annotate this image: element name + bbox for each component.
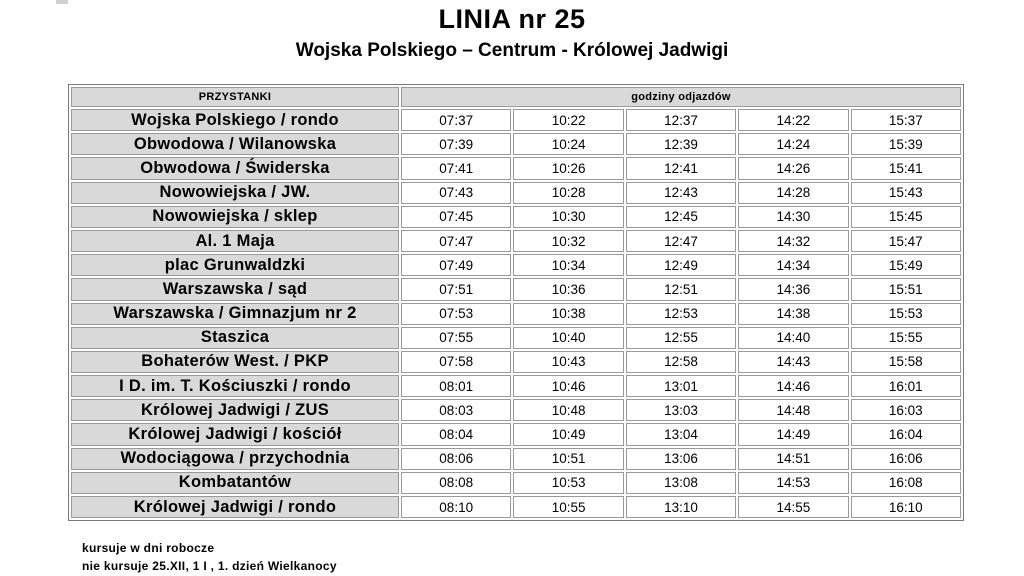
departure-time-cell: 14:24 — [738, 133, 848, 155]
departure-time-cell: 15:58 — [851, 351, 961, 373]
departure-time-cell: 13:08 — [626, 472, 736, 494]
departure-time-cell: 10:36 — [513, 278, 623, 300]
departure-time-cell: 14:32 — [738, 230, 848, 252]
departure-time-cell: 10:34 — [513, 254, 623, 276]
departure-time-cell: 13:04 — [626, 423, 736, 445]
departure-time-cell: 14:40 — [738, 327, 848, 349]
departure-time-cell: 12:43 — [626, 182, 736, 204]
departure-time-cell: 15:43 — [851, 182, 961, 204]
departure-time-cell: 15:51 — [851, 278, 961, 300]
stop-name-cell: Obwodowa / Świderska — [71, 157, 399, 179]
table-row — [71, 182, 961, 204]
departure-time-cell: 07:49 — [401, 254, 511, 276]
table-row — [71, 448, 961, 470]
departure-time-cell: 12:49 — [626, 254, 736, 276]
table-row — [71, 230, 961, 252]
table-row — [71, 278, 961, 300]
departure-time-cell: 07:41 — [401, 157, 511, 179]
departure-time-cell: 12:45 — [626, 206, 736, 228]
departures-column-header: godziny odjazdów — [401, 87, 961, 107]
departure-time-cell: 15:53 — [851, 303, 961, 325]
departure-time-cell: 10:22 — [513, 109, 623, 131]
route-subtitle: Wojska Polskiego – Centrum - Królowej Jadwigi — [295, 40, 729, 61]
departure-time-cell: 15:41 — [851, 157, 961, 179]
table-row — [71, 254, 961, 276]
footer-notes — [82, 539, 337, 575]
departure-time-cell: 07:45 — [401, 206, 511, 228]
stop-name-cell: Kombatantów — [71, 472, 399, 494]
departure-time-cell: 07:37 — [401, 109, 511, 131]
departure-time-cell: 10:48 — [513, 399, 623, 421]
departure-time-cell: 14:46 — [738, 375, 848, 397]
departure-time-cell: 16:10 — [851, 496, 961, 518]
stop-name-cell: Królowej Jadwigi / rondo — [71, 496, 399, 518]
departure-time-cell: 15:39 — [851, 133, 961, 155]
departure-time-cell: 15:49 — [851, 254, 961, 276]
departure-time-cell: 08:01 — [401, 375, 511, 397]
departure-time-cell: 16:08 — [851, 472, 961, 494]
departure-time-cell: 13:10 — [626, 496, 736, 518]
table-row — [71, 472, 961, 494]
departure-time-cell: 12:53 — [626, 303, 736, 325]
no-service-note: nie kursuje 25.XII, 1 I , 1. dzień Wielkanocy — [82, 559, 337, 573]
departure-time-cell: 10:24 — [513, 133, 623, 155]
table-row — [71, 423, 961, 445]
departure-time-cell: 12:47 — [626, 230, 736, 252]
departure-time-cell: 14:48 — [738, 399, 848, 421]
table-row — [71, 496, 961, 518]
departure-time-cell: 12:39 — [626, 133, 736, 155]
table-row — [71, 375, 961, 397]
departure-time-cell: 07:39 — [401, 133, 511, 155]
departure-time-cell: 08:08 — [401, 472, 511, 494]
departure-time-cell: 14:53 — [738, 472, 848, 494]
table-row — [71, 206, 961, 228]
departure-time-cell: 14:28 — [738, 182, 848, 204]
table-row — [71, 133, 961, 155]
departure-time-cell: 14:51 — [738, 448, 848, 470]
service-days-note: kursuje w dni robocze — [82, 541, 215, 555]
stop-name-cell: plac Grunwaldzki — [71, 254, 399, 276]
departure-time-cell: 10:32 — [513, 230, 623, 252]
stop-name-cell: Warszawska / Gimnazjum nr 2 — [71, 303, 399, 325]
departure-time-cell: 07:43 — [401, 182, 511, 204]
departure-time-cell: 15:45 — [851, 206, 961, 228]
departure-time-cell: 07:58 — [401, 351, 511, 373]
departure-time-cell: 14:34 — [738, 254, 848, 276]
departure-time-cell: 08:06 — [401, 448, 511, 470]
table-row — [71, 327, 961, 349]
departure-time-cell: 10:51 — [513, 448, 623, 470]
stop-name-cell: Nowowiejska / JW. — [71, 182, 399, 204]
departure-time-cell: 07:51 — [401, 278, 511, 300]
timetable-body — [71, 109, 961, 518]
stop-name-cell: Staszica — [71, 327, 399, 349]
departure-time-cell: 14:36 — [738, 278, 848, 300]
departure-time-cell: 14:26 — [738, 157, 848, 179]
table-row — [71, 351, 961, 373]
table-header-row — [71, 87, 961, 107]
departure-time-cell: 14:22 — [738, 109, 848, 131]
stop-name-cell: Nowowiejska / sklep — [71, 206, 399, 228]
stop-name-cell: Al. 1 Maja — [71, 230, 399, 252]
stop-name-cell: I D. im. T. Kościuszki / rondo — [71, 375, 399, 397]
departure-time-cell: 13:01 — [626, 375, 736, 397]
page-title: LINIA nr 25 — [438, 4, 586, 34]
departure-time-cell: 16:03 — [851, 399, 961, 421]
departure-time-cell: 10:53 — [513, 472, 623, 494]
stops-column-header: PRZYSTANKI — [71, 87, 399, 107]
departure-time-cell: 12:58 — [626, 351, 736, 373]
stop-name-cell: Bohaterów West. / PKP — [71, 351, 399, 373]
departure-time-cell: 14:55 — [738, 496, 848, 518]
departure-time-cell: 07:47 — [401, 230, 511, 252]
departure-time-cell: 10:49 — [513, 423, 623, 445]
departure-time-cell: 10:46 — [513, 375, 623, 397]
stop-name-cell: Obwodowa / Wilanowska — [71, 133, 399, 155]
departure-time-cell: 10:43 — [513, 351, 623, 373]
table-row — [71, 303, 961, 325]
departure-time-cell: 12:41 — [626, 157, 736, 179]
departure-time-cell: 15:55 — [851, 327, 961, 349]
departure-time-cell: 07:53 — [401, 303, 511, 325]
departure-time-cell: 15:37 — [851, 109, 961, 131]
departure-time-cell: 14:30 — [738, 206, 848, 228]
departure-time-cell: 10:28 — [513, 182, 623, 204]
departure-time-cell: 12:55 — [626, 327, 736, 349]
departure-time-cell: 07:55 — [401, 327, 511, 349]
table-row — [71, 399, 961, 421]
stop-name-cell: Królowej Jadwigi / ZUS — [71, 399, 399, 421]
departure-time-cell: 15:47 — [851, 230, 961, 252]
stop-name-cell: Wojska Polskiego / rondo — [71, 109, 399, 131]
departure-time-cell: 14:49 — [738, 423, 848, 445]
timetable — [68, 84, 964, 521]
departure-time-cell: 10:55 — [513, 496, 623, 518]
departure-time-cell: 08:04 — [401, 423, 511, 445]
departure-time-cell: 10:38 — [513, 303, 623, 325]
departure-time-cell: 08:03 — [401, 399, 511, 421]
departure-time-cell: 08:10 — [401, 496, 511, 518]
departure-time-cell: 13:03 — [626, 399, 736, 421]
stop-name-cell: Wodociągowa / przychodnia — [71, 448, 399, 470]
departure-time-cell: 16:06 — [851, 448, 961, 470]
departure-time-cell: 10:26 — [513, 157, 623, 179]
table-row — [71, 109, 961, 131]
departure-time-cell: 10:40 — [513, 327, 623, 349]
stop-name-cell: Królowej Jadwigi / kościół — [71, 423, 399, 445]
departure-time-cell: 12:51 — [626, 278, 736, 300]
stop-name-cell: Warszawska / sąd — [71, 278, 399, 300]
table-row — [71, 157, 961, 179]
departure-time-cell: 14:38 — [738, 303, 848, 325]
departure-time-cell: 13:06 — [626, 448, 736, 470]
departure-time-cell: 14:43 — [738, 351, 848, 373]
departure-time-cell: 16:01 — [851, 375, 961, 397]
departure-time-cell: 10:30 — [513, 206, 623, 228]
departure-time-cell: 12:37 — [626, 109, 736, 131]
departure-time-cell: 16:04 — [851, 423, 961, 445]
